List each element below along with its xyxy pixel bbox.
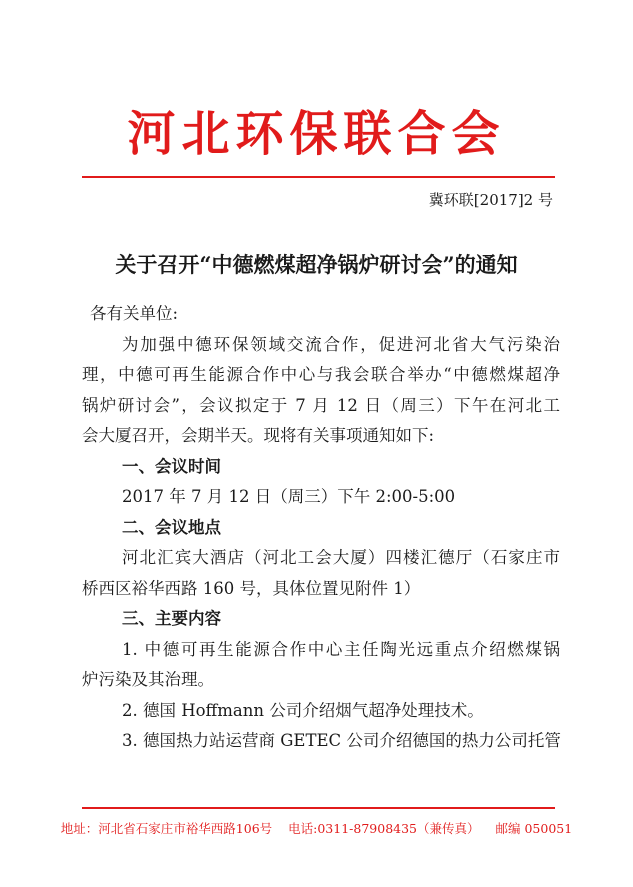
notice-title: 关于召开“中德燃煤超净锅炉研讨会”的通知 bbox=[115, 252, 518, 277]
notice-body bbox=[82, 299, 560, 757]
content-item-1-line: 炉污染及其治理。 bbox=[82, 670, 214, 689]
section-heading-time: 一、会议时间 bbox=[122, 456, 221, 476]
section-heading-content: 三、主要内容 bbox=[122, 609, 221, 628]
section-location-line: 河北汇宾大酒店（河北工会大厦）四楼汇德厅（石家庄市 bbox=[122, 548, 560, 567]
intro-line: 理，中德可再生能源合作中心与我会联合举办“中德燃煤超净 bbox=[82, 365, 560, 384]
footer-address: 地址：河北省石家庄市裕华西路106号 bbox=[60, 821, 273, 836]
document-number: 冀环联[2017]2 号 bbox=[428, 191, 553, 209]
section-heading-location: 二、会议地点 bbox=[122, 517, 221, 537]
masthead-org-name: 河北环保联合会 bbox=[127, 106, 506, 162]
intro-line: 会大厦召开，会期半天。现将有关事项通知如下: bbox=[82, 426, 435, 445]
intro-line: 为加强中德环保领域交流合作，促进河北省大气污染治 bbox=[122, 334, 560, 354]
section-location-line: 桥西区裕华西路 160 号，具体位置见附件 1） bbox=[82, 578, 421, 598]
intro-line: 锅炉研讨会”，会议拟定于 7 月 12 日（周三）下午在河北工 bbox=[82, 395, 560, 415]
section-time-content: 2017 年 7 月 12 日（周三）下午 2:00-5:00 bbox=[122, 487, 456, 506]
footer-contact bbox=[0, 820, 633, 838]
footer-postcode: 邮编 050051 bbox=[495, 821, 573, 836]
content-item-1-line: 1. 中德可再生能源合作中心主任陶光远重点介绍燃煤锅 bbox=[122, 639, 560, 659]
footer-red-rule bbox=[82, 807, 555, 809]
masthead-red-rule bbox=[82, 176, 555, 178]
salutation: 各有关单位: bbox=[90, 304, 179, 323]
content-item-3: 3. 德国热力站运营商 GETEC 公司介绍德国的热力公司托管 bbox=[122, 731, 561, 750]
footer-phone: 电话:0311-87908435（兼传真） bbox=[288, 821, 480, 836]
content-item-2: 2. 德国 Hoffmann 公司介绍烟气超净处理技术。 bbox=[122, 700, 484, 720]
